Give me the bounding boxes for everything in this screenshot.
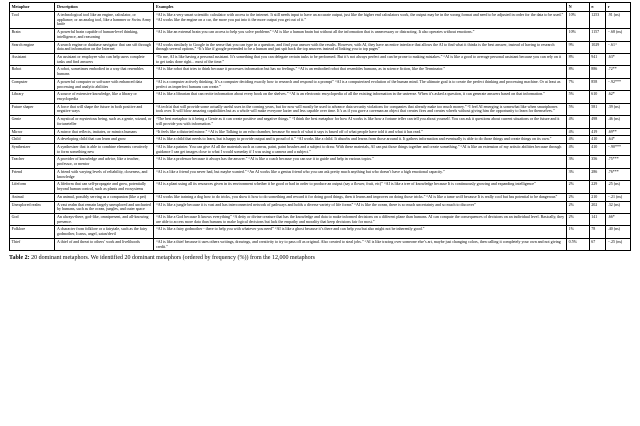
cell-examples: “The best metaphor is it being a Genie as it can create positive and negative things.” “I think the best metaphor for how AI works is like how a fortune teller can tell you about yourself. You can ask it questions about current situations or the future and it will provide you with information.” (154, 116, 567, 128)
cell-examples: “AI is like a very smart scientific calculator with access to the internet. It still needs input to have an accurate output, just like the higher end calculators work, the output may be in the wrong format and need to be adjusted in order for the data to be used.” “AI works like the engine on a car, the more you put into it the more output you get out of it.” (154, 11, 567, 28)
cell-n: 3% (567, 156, 590, 168)
cell-metaphor: Search engine (10, 41, 55, 53)
cell-r: −.25 (ns) (606, 238, 631, 250)
cell-n: 2% (567, 213, 590, 225)
cell-examples: “It feels like a distorted mirror.” “AI is like Talking to an echo chamber, because So much of what it says is based off of what people have told it and what it has read.” (154, 128, 567, 136)
cell-pi: 410 (589, 144, 606, 156)
table-row (10, 144, 631, 156)
table-row (10, 226, 631, 238)
cell-pi: 498 (589, 116, 606, 128)
cell-description: A mirror that reflects, imitates, or mimics humans (55, 128, 154, 136)
cell-pi: 229 (589, 181, 606, 193)
table-row (10, 53, 631, 65)
cell-description: A character from folklore or a fairytale, such as the fairy godmother, Icarus, angel, satan/devil (55, 226, 154, 238)
cell-examples: “AI is like a child that needs to learn, but is happy to provide output and is proud of it.” “AI works like a child. It absorbs and learns from those around it. It gathers information and eventually is able to do those things and create things on its own.” (154, 136, 567, 144)
cell-examples: “AI works like training a dog how to do tricks, you show it how to do something and reward it for doing good things, then it learns and improves on doing those tricks.” “AI is like a tame wolf because It is really cool but has potential to be dangerous” (154, 193, 567, 201)
table-body (10, 11, 631, 250)
table-row (10, 41, 631, 53)
table-row (10, 116, 631, 128)
cell-metaphor: Tool (10, 11, 55, 28)
cell-r: .40 (ns) (606, 226, 631, 238)
cell-examples: “AI is a plant using all its resources given in its environment whether it be good or bad in order to produce an output (say a flower, fruit, etc)” “AI is like a tree of knowledge because It is continuously growing and expanding intelligence” (154, 181, 567, 193)
cell-r: −.68 (ns) (606, 29, 631, 41)
cell-pi: 941 (589, 53, 606, 65)
cell-metaphor: Thief (10, 238, 55, 250)
cell-pi: 356 (589, 156, 606, 168)
caption-text: 20 dominant metaphors. We identified 20 dominant metaphors (ordered by frequency (%)) from the 12,000 metaphors (29, 255, 315, 262)
cell-n: 7% (567, 78, 590, 90)
cell-n: 5% (567, 103, 590, 115)
cell-description: A force that will shape the future in both positive and negative ways (55, 103, 154, 115)
table-row (10, 156, 631, 168)
table-row (10, 168, 631, 180)
cell-description: A robot, sometimes embodied in a way that resembles humans (55, 66, 154, 78)
cell-metaphor: Unexplored realm (10, 201, 55, 213)
table-row (10, 66, 631, 78)
cell-description: A synthesizer that is able to combine elements creatively to form something new (55, 144, 154, 156)
cell-n: 2% (567, 181, 590, 193)
cell-pi: 886 (589, 66, 606, 78)
cell-pi: 78 (589, 226, 606, 238)
cell-description: A lifeform that can self-propagate and grow, potentially beyond human control, such as plants and ecosystems (55, 181, 154, 193)
cell-n: 3% (567, 168, 590, 180)
column-header-description: Description (55, 3, 154, 12)
cell-r: −.61⁺ (606, 41, 631, 53)
table-row (10, 29, 631, 41)
cell-n: 4% (567, 116, 590, 128)
cell-description: An always-there, god-like, omnipresent, and all-knowing presence. (55, 213, 154, 225)
cell-examples: “AI is like a thief because it uses others writings, drawings, and creativity to try to pass off as original. Also created to steal jobs.” “AI is like tracing over someone else’s art, maybe just changing colors, then calling it completely your own and not giving credit.” (154, 238, 567, 250)
cell-n: 10% (567, 11, 590, 28)
cell-description: A source of extensive knowledge, like a library or encyclopedia (55, 91, 154, 103)
cell-examples: “AI is like an external brain you can access to help you solve problems” “AI is like a human brain but without all the information that is unnecessary or distracting. It also operates without emotions.” (154, 29, 567, 41)
cell-r: .69** (606, 128, 631, 136)
cell-r: .39 (ns) (606, 103, 631, 115)
cell-metaphor: Folklore (10, 226, 55, 238)
cell-n: 10% (567, 29, 590, 41)
cell-description: A powerful brain capable of human-level thinking, intelligence, and reasoning (55, 29, 154, 41)
table-row (10, 103, 631, 115)
cell-description: A vast realm that remain largely unexplored and uncharted by humans, such as the ocean, jungles, and outer space (55, 201, 154, 213)
cell-pi: 1157 (589, 29, 606, 41)
column-header-metaphor: Metaphor (10, 3, 55, 12)
cell-pi: 581 (589, 103, 606, 115)
cell-examples: “AI is like robot that tries to think because it processes information but has no feelings.” “AI is an embodied robot that resembles humans, as in science fiction, like the Terminator.” (154, 66, 567, 78)
cell-examples: “AI is like a librarian that can recite information about every book on the shelves.” “AI is an electronic encyclopedia of all the existing information in the universe. When it’s asked a question, it can generate answers based on that information.” (154, 91, 567, 103)
cell-metaphor: Mirror (10, 128, 55, 136)
cell-metaphor: Animal (10, 193, 55, 201)
cell-pi: 286 (589, 168, 606, 180)
cell-metaphor: Child (10, 136, 55, 144)
cell-examples: “AI is like a jungle because it is vast and has interconnected network of pathways and holds a diverse variety of life forms” “AI is like the ocean, there is so much uncertainty and so much to discover” (154, 201, 567, 213)
cell-r: .46 (ns) (606, 116, 631, 128)
cell-metaphor: Assistant (10, 53, 55, 65)
table-row (10, 181, 631, 193)
table-row (10, 238, 631, 250)
cell-description: A technological tool like an engine, calculator, or appliance; or an analog tool, like a hammer or Swiss Army knife (55, 11, 154, 28)
cell-examples: “AI works similarly to Google in the sense that you can type in a question, and find your answer with the results. However, with AI, they have an entire interface that allows the AI to find what it thinks is the best answer, instead of having to research through several options.” “It’s like if google pretended to be a human and just spit back the top answers instead of linking you to top pages” (154, 41, 567, 53)
cell-pi: 419 (589, 128, 606, 136)
cell-r: .63* (606, 53, 631, 65)
cell-examples: “AI is like a painter. You can give AI all the materials such as canvas, paint, paint brushes and a subject to draw. With these materials, AI can put those things together and create something.” “AI is like an extension of my artistic abilities because through guidance I can get images close to what I would someday if I was using a camera and a subject.” (154, 144, 567, 156)
cell-pi: 1253 (589, 11, 606, 28)
cell-description: An assistant or employee who can help users complete tasks and find answers (55, 53, 154, 65)
table-header (10, 3, 631, 12)
cell-metaphor: God (10, 213, 55, 225)
cell-description: A mystical or mysterious being, such as a genie, wizard, or fortuneteller (55, 116, 154, 128)
cell-description: A developing child that can learn and grow (55, 136, 154, 144)
cell-n: 8% (567, 66, 590, 78)
column-header-examples: Examples (154, 3, 567, 12)
cell-examples: “A tech/ai that will provide some actually useful uses in the coming years, but for now will mostly be used to advance data security violations for companies that already make too much money.” “I feel AI emerging is somewhat like when smartphones took over. It will blow amazing capabilities but as a whole will make everyone lazier and less capable over time. It’s as if you gave a caveman an object that creates fires and creates wheels without giving him the opportunity to learn for themselves.” (154, 103, 567, 115)
table-row (10, 193, 631, 201)
cell-pi: 1029 (589, 41, 606, 53)
column-header-n: N (567, 3, 590, 12)
cell-examples: “AI is a computer actively thinking. It’s a computer deciding exactly how to research and respond to a prompt” “AI is a computerized evolution of the human mind. The ultimate goal is to create the perfect thinking and processing machine. Or at least as perfect as imperfect humans can create.” (154, 78, 567, 90)
cell-n: 8% (567, 53, 590, 65)
table-row (10, 91, 631, 103)
cell-metaphor: Robot (10, 66, 55, 78)
cell-pi: 67 (589, 238, 606, 250)
cell-description: A powerful computer or software with enhanced data processing and analytic abilities (55, 78, 154, 90)
cell-metaphor: Library (10, 91, 55, 103)
cell-r: .25 (ns) (606, 181, 631, 193)
table-caption (9, 255, 631, 263)
cell-r: −.92*** (606, 78, 631, 90)
cell-r: .72** (606, 66, 631, 78)
cell-examples: “AI is like a fairy godmother - there to help you with whatever you need” “AI is like a ghost because it’s there and can help you but also might not be inherently good.” (154, 226, 567, 238)
cell-pi: 410 (589, 136, 606, 144)
cell-metaphor: Future shaper (10, 103, 55, 115)
cell-r: −.21 (ns) (606, 193, 631, 201)
cell-examples: “To me, AI is like having a personal assistant. It’s something that you can delegate certain tasks to be performed. But it’s not always perfect and can be prone to making mistakes.” “AI is like a good to average personal assistant because you can rely on it to get tasks done right... most of the time.” (154, 53, 567, 65)
table-row (10, 11, 631, 28)
cell-pi: 858 (589, 78, 606, 90)
cell-metaphor: Teacher (10, 156, 55, 168)
cell-n: 4% (567, 136, 590, 144)
cell-metaphor: Genie (10, 116, 55, 128)
cell-pi: 610 (589, 91, 606, 103)
cell-r: .62* (606, 91, 631, 103)
column-header-pi: π (589, 3, 606, 12)
cell-description: A provider of knowledge and advice, like a teacher, professor, or mentor (55, 156, 154, 168)
cell-metaphor: Brain (10, 29, 55, 41)
cell-r: .91 (ns) (606, 11, 631, 28)
cell-r: .75*** (606, 156, 631, 168)
cell-r: .32 (ns) (606, 201, 631, 213)
table-row (10, 78, 631, 90)
table-row (10, 128, 631, 136)
cell-description: A friend with varying levels of reliability, closeness, and knowledge (55, 168, 154, 180)
cell-description: A search engine or database navigator that can sift through data and information on the Internet (55, 41, 154, 53)
cell-pi: 210 (589, 193, 606, 201)
cell-n: 2% (567, 201, 590, 213)
cell-pi: 202 (589, 201, 606, 213)
cell-r: −.90*** (606, 144, 631, 156)
cell-n: 2% (567, 193, 590, 201)
cell-metaphor: Computer (10, 78, 55, 90)
cell-n: 4% (567, 144, 590, 156)
cell-metaphor: Friend (10, 168, 55, 180)
cell-examples: “AI is a like a friend you never had, but maybe wanted.” “An AI works like a genius friend who you can ask pretty much anything but who doesn’t have a high emotional capacity.” (154, 168, 567, 180)
cell-metaphor: Synthesizer (10, 144, 55, 156)
table-container (9, 2, 631, 251)
table-row (10, 213, 631, 225)
cell-r: .76*** (606, 168, 631, 180)
table-header-row (10, 3, 631, 12)
cell-n: 4% (567, 128, 590, 136)
cell-n: 5% (567, 91, 590, 103)
cell-r: .64* (606, 136, 631, 144)
cell-pi: 141 (589, 213, 606, 225)
caption-label: Table 2: (9, 255, 30, 262)
cell-examples: “AI is like a professor because it always has the answer.” “AI is like a coach because you can use it to guide and help in various topics.” (154, 156, 567, 168)
cell-n: 0.5% (567, 238, 590, 250)
cell-description: A thief of and threat to others’ work and livelihoods (55, 238, 154, 250)
cell-metaphor: Lifeform (10, 181, 55, 193)
column-header-r: r (606, 3, 631, 12)
dominant-metaphors-table (9, 2, 631, 251)
table-row (10, 201, 631, 213)
cell-n: 9% (567, 41, 590, 53)
cell-description: An animal, possibly serving as a companion (like a pet) (55, 193, 154, 201)
cell-r: .66* (606, 213, 631, 225)
table-row (10, 136, 631, 144)
cell-examples: “AI is like a God because It knows everything” “A deity or divine creature that has the knowledge and data to make informed decisions on a different plane than humans. AI can compute the consequences of decisions on an individual level. Basically, they are able to access more data than humans to make logical decisions but lack the empathy and morality that keep decisions fair for most.” (154, 213, 567, 225)
cell-n: 1% (567, 226, 590, 238)
